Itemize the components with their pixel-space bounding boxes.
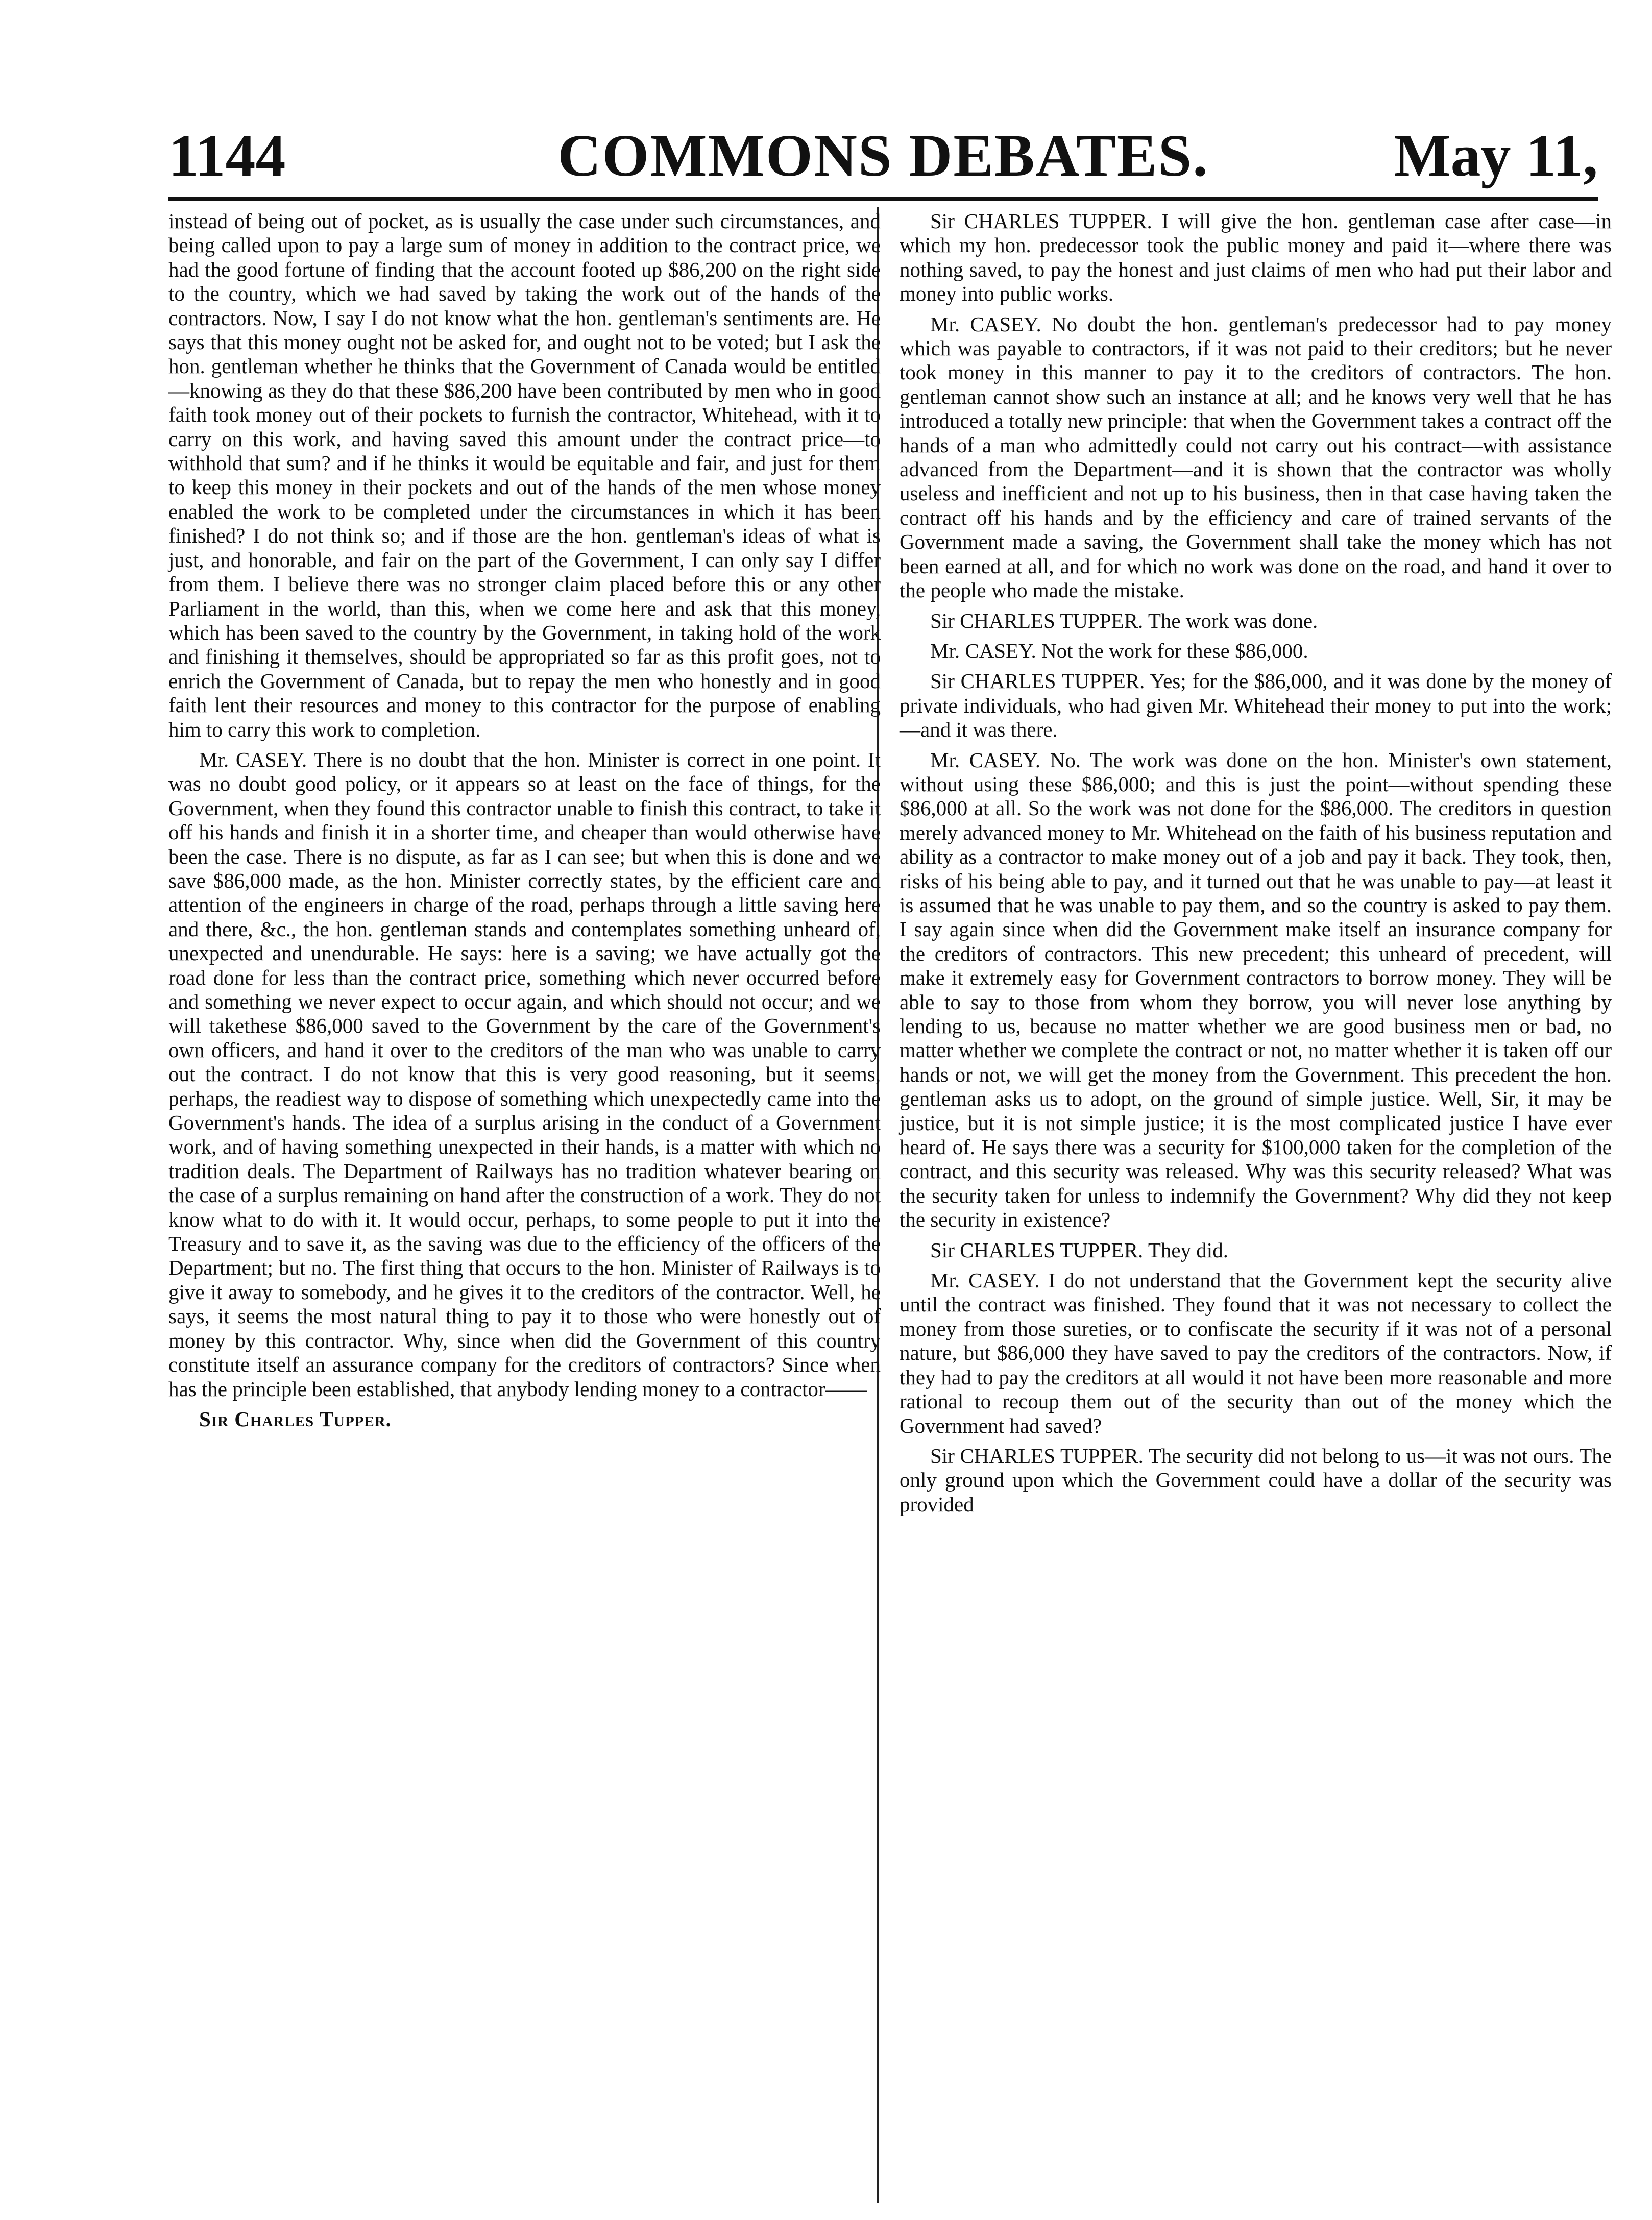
left-column (168, 209, 881, 1437)
paragraph: Mr. CASEY. No. The work was done on the hon. Minister's own statement, without using these $86,000; and this is just the point—without spending these $86,000 at all. So the work was not done for the $86,000. The creditors in question merely advanced money to Mr. Whitehead on the faith of his business reputation and ability as a contractor to make money out of a job and pay it back. They took, then, risks of his being able to pay, and it turned out that he was unable to pay—at least it is assumed that he was unable to pay them, and so the country is asked to pay them. I say again since when did the Government make itself an insurance company for the creditors of contractors. This new precedent; this unheard of precedent, will make it extremely easy for Government contractors to borrow money. They will be able to say to those from whom they borrow, you will never lose anything by lending to us, because no matter whether we are good business men or bad, no matter whether we complete the contract or not, no matter whether it is taken off our hands or not, we will get the money from the Government. This precedent the hon. gentleman asks us to adopt, on the ground of simple justice. Well, Sir, it may be justice, but it is not simple justice; it is the most complicated justice I have ever heard of. He says there was a security for $100,000 taken for the completion of the contract, and this security was released. Why was this security released? What was the security taken for unless to indemnify the Government? Why did they not keep the security in existence? (900, 748, 1612, 1232)
paragraph: instead of being out of pocket, as is usually the case under such circumstances, and being called upon to pay a large sum of money in addition to the contract price, we had the good fortune of finding that the account footed up $86,200 on the right side to the country, which we had saved by taking the work out of the hands of the contractors. Now, I say I do not know what the hon. gentleman's sentiments are. He says that this money ought not be asked for, and ought not to be voted; but I ask the hon. gentleman whether he thinks that the Government of Canada would be entitled—knowing as they do that these $86,200 have been contributed by men who in good faith took money out of their pockets to furnish the contractor, Whitehead, with it to carry on this work, and having saved this amount under the contract price—to withhold that sum? and if he thinks it would be equitable and fair, and just for them to keep this money in their pockets and out of the hands of the men whose money enabled the work to be completed under the circumstances in which it has been finished? I do not think so; and if those are the hon. gentleman's ideas of what is just, and honorable, and fair on the part of the Government, I can only say I differ from them. I believe there was no stronger claim placed before this or any other Parliament in the world, than this, when we come here and ask that this money, which has been saved to the country by the Government, in taking hold of the work and finishing it themselves, should be appropriated so far as this profit goes, not to enrich the Government of Canada, but to repay the men who honestly and in good faith lent their resources and money to this contractor for the purpose of enabling him to carry this work to completion. (168, 209, 881, 741)
speaker-catchword: Sir Charles Tupper. (199, 1407, 392, 1431)
paragraph: Sir CHARLES TUPPER. They did. (930, 1238, 1228, 1262)
paragraph: Mr. CASEY. I do not understand that the Government kept the security alive until the contract was finished. They found that it was not necessary to collect the money from those sureties, or to confiscate the security if it was not of a personal nature, but $86,000 they have saved to pay the creditors of the contractors. Now, if they had to pay the creditors at all would it not have been more reasonable and more rational to recoup them out of the security than out of the money which the Government had saved? (900, 1268, 1612, 1437)
page-header (168, 117, 1598, 194)
paragraph: Mr. CASEY. No doubt the hon. gentleman's predecessor had to pay money which was payable to contractors, if it was not paid to their creditors; but he never took money in this manner to pay it to the creditors of contractors. The hon. gentleman cannot show such an instance at all; and he knows very well that he has introduced a totally new principle: that when the Government takes a contract off the hands of a man who admittedly could not carry out his contract—with assistance advanced from the Department—and it is shown that the contractor was wholly useless and inefficient and not up to his business, then in that case having taken the contract off his hands and by the efficiency and care of trained servants of the Government made a saving, the Government shall take the money which has not been earned at all, and for which no work was done on the road, and hand it over to the people who made the mistake. (900, 312, 1612, 602)
paragraph: Sir CHARLES TUPPER. The work was done. (930, 608, 1318, 632)
right-column (900, 209, 1612, 1523)
paragraph: Sir CHARLES TUPPER. Yes; for the $86,000, and it was done by the money of private individuals, who had given Mr. Whitehead their money to put into the work; —and it was there. (900, 669, 1612, 742)
page-date: May 11, (1394, 122, 1598, 189)
paragraph: Mr. CASEY. There is no doubt that the hon. Minister is correct in one point. It was no doubt good policy, or it appears so at least on the face of things, for the Government, when they found this contractor unable to finish this contract, to take it off his hands and finish it in a shorter time, and cheaper than would otherwise have been the case. There is no dispute, as far as I can see; but when this is done and we save $86,000 made, as the hon. Minister correctly states, by the efficient care and attention of the engineers in charge of the road, perhaps through a little saving here and there, &c., the hon. gentleman stands and contemplates something unheard of, unexpected and unendurable. He says: here is a saving; we have actually got the road done for less than the contract price, something which never occurred before and something we never expect to occur again, and which should not occur; and we will takethese $86,000 saved to the Government by the care of the Government's own officers, and hand it over to the creditors of the man who was unable to carry out the contract. I do not know that this is very good reasoning, but it seems, perhaps, the readiest way to dispose of something which unexpectedly came into the Government's hands. The idea of a surplus arising in the conduct of a Government work, and of having something unexpected in their hands, is a matter with which no tradition deals. The Department of Railways has no tradition whatever bearing on the case of a surplus remaining on hand after the construction of a work. They do not know what to do with it. It would occur, perhaps, to some people to put it into the Treasury and to save it, as the saving was due to the efficiency of the officers of the Department; but no. The first thing that occurs to the hon. Minister of Railways is to give it away to somebody, and he gives it to the creditors of the contractor. Well, he says, it seems the most natural thing to pay it to those who were honestly out of money by this contractor. Why, since when did the Government of this country constitute itself an assurance company for the creditors of contractors? Since when has the principle been established, that anybody lending money to a contractor—— (168, 747, 881, 1401)
page-title: COMMONS DEBATES. (557, 122, 1209, 189)
header-rule (168, 197, 1598, 201)
paragraph: Sir CHARLES TUPPER. I will give the hon. gentleman case after case—in which my hon. predecessor took the public money and paid it—where there was nothing saved, to pay the honest and just claims of men who had put their labor and money into public works. (900, 209, 1612, 306)
page-number: 1144 (168, 122, 286, 189)
paragraph: Sir CHARLES TUPPER. The security did not belong to us—it was not ours. The only ground upon which the Government could have a dollar of the security was provided (900, 1444, 1612, 1516)
paragraph: Mr. CASEY. Not the work for these $86,000. (930, 639, 1308, 663)
